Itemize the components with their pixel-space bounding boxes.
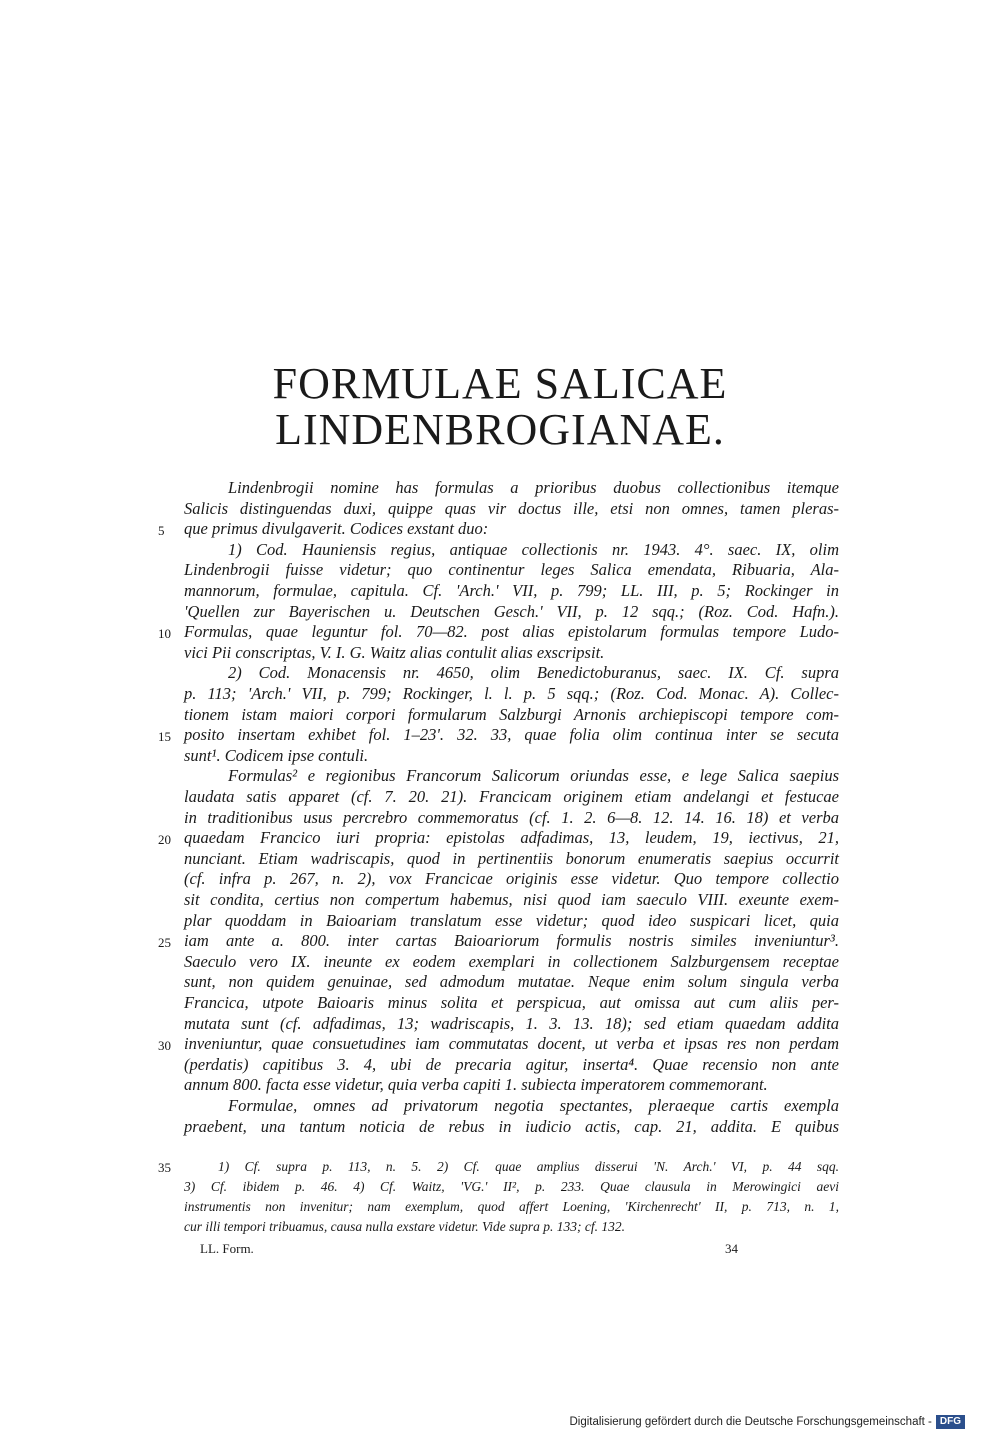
body-line: sunt, non quidem genuinae, sed admodum mutatae. Neque enim solum singula verba [184, 972, 839, 992]
body-line: Saeculo vero IX. ineunte ex eodem exemplari in collectionem Salzburgensem receptae [184, 951, 839, 971]
body-line: p. 113; 'Arch.' VII, p. 799; Rockinger, l. l. p. 5 sqq.; (Roz. Cod. Monac. A). Collec- [184, 684, 839, 703]
body-line: Francica, utpote Baioaris minus solita et perspicua, aut omissa aut cum aliis per- [184, 993, 839, 1012]
body-line: Formulae, omnes ad privatorum negotia spectantes, pleraeque cartis exempla [228, 1096, 839, 1115]
footnote-line: cur illi tempori tribuamus, causa nulla exstare videtur. Vide supra p. 133; cf. 132. [184, 1219, 625, 1234]
body-line: sunt¹. Codicem ipse contuli. [184, 745, 369, 765]
line-number: 10 [158, 626, 171, 642]
body-line: Salicis distinguendas duxi, quippe quas vir doctus ille, etsi non omnes, tamen pleras- [184, 498, 839, 518]
body-line: tionem istam maiori corpori formularum Salzburgi Arnonis archiepiscopi tempore com- [184, 704, 839, 724]
body-line: plar quoddam in Baioariam translatum esse videtur; quod ideo suspicari licet, quia [184, 910, 839, 930]
line-number: 35 [158, 1160, 171, 1175]
body-line: que primus divulgaverit. Codices exstant duo: [184, 519, 489, 539]
body-line: 'Quellen zur Bayerischen u. Deutschen Gesch.' VII, p. 12 sqq.; (Roz. Cod. Hafn.). [184, 601, 839, 621]
body-line: praebent, una tantum noticia de rebus in iudicio actis, cap. 21, addita. E quibus [184, 1116, 839, 1136]
body-line: 2) Cod. Monacensis nr. 4650, olim Benedictoburanus, saec. IX. Cf. supra [228, 663, 839, 683]
body-line: quaedam Francico iuri propria: epistolas adfadimas, 13, leudem, 19, iectivus, 21, [184, 828, 839, 848]
body-line: Formulas, quae leguntur fol. 70—82. post alias epistolarum formulas tempore Ludo- [184, 622, 839, 642]
body-line: vici Pii conscriptas, V. I. G. Waitz alias contulit alias exscripsit. [184, 642, 605, 662]
title-line-1: FORMULAE SALICAE [272, 359, 728, 408]
credit-text: Digitalisierung gefördert durch die Deutsche Forschungsgemeinschaft - [569, 1416, 932, 1428]
footer-signature: 34 [725, 1241, 738, 1256]
footer-series-label: LL. Form. [200, 1241, 254, 1256]
title-line-2: LINDENBROGIANAE. [275, 405, 725, 454]
line-number: 25 [158, 935, 171, 951]
body-line: Lindenbrogii nomine has formulas a prioribus duobus collectionibus itemque [228, 478, 839, 497]
body-line: iam ante a. 800. inter cartas Baioariorum formulis nostris similes inveniuntur³. [184, 931, 839, 951]
line-number: 15 [158, 729, 171, 745]
body-line: Formulas² e regionibus Francorum Salicorum oriundas esse, e lege Salica saepius [228, 766, 839, 786]
body-line: inveniuntur, quae consuetudines iam commutatas docent, ut verba et ipsas res non perdam [184, 1034, 839, 1054]
line-number: 30 [158, 1038, 171, 1054]
body-line: in traditionibus usus percrebro commemoratus (cf. 1. 2. 6—8. 12. 14. 16. 18) et verba [184, 807, 839, 827]
body-line: Lindenbrogii fuisse videtur; quo continentur leges Salica emendata, Ribuaria, Ala- [184, 560, 839, 580]
footnote-line: instrumentis non invenitur; nam exemplum, quod affert Loening, 'Kirchenrecht' II, p. 713, n. 1, [184, 1199, 839, 1214]
dfg-logo-icon: DFG [936, 1415, 965, 1429]
body-line: posito insertam exhibet fol. 1–23'. 32. 33, quae folia olim continua inter se secuta [184, 725, 839, 745]
body-line: mannorum, formulae, capitula. Cf. 'Arch.' VII, p. 799; LL. III, p. 5; Rockinger in [184, 581, 839, 600]
body-line: mutata sunt (cf. adfadimas, 13; wadriscapis, 1. 3. 13. 18); sed etiam quaedam addita [184, 1013, 839, 1033]
digitization-credit [569, 1415, 965, 1429]
body-line: nunciant. Etiam wadriscapis, quod in pertinentiis bonorum enumeratis saepius occurrit [184, 848, 839, 868]
body-line: (cf. infra p. 267, n. 2), vox Francicae originis esse videtur. Quo tempore collectio [184, 869, 839, 889]
body-line: annum 800. facta esse videtur, quia verba capiti 1. subiecta imperatorem commemorant. [184, 1075, 768, 1095]
footnote-line: 3) Cf. ibidem p. 46. 4) Cf. Waitz, 'VG.' II², p. 233. Quae clausula in Merowingici aevi [184, 1179, 839, 1194]
body-line: 1) Cod. Hauniensis regius, antiquae collectionis nr. 1943. 4°. saec. IX, olim [228, 539, 839, 559]
body-line: sit condita, certius non compertum habemus, nisi quod iam saeculo VIII. exeunte exem- [184, 890, 839, 909]
body-line: (perdatis) capitibus 3. 4, ubi de precaria agitur, inserta⁴. Quae recensio non ante [184, 1054, 839, 1074]
line-number: 5 [158, 523, 165, 539]
line-number: 20 [158, 832, 171, 848]
body-line: laudata satis apparet (cf. 7. 20. 21). Francicam originem etiam andelangi et festucae [184, 787, 839, 806]
footnote-line: 1) Cf. supra p. 113, n. 5. 2) Cf. quae amplius disserui 'N. Arch.' VI, p. 44 sqq. [218, 1159, 839, 1174]
